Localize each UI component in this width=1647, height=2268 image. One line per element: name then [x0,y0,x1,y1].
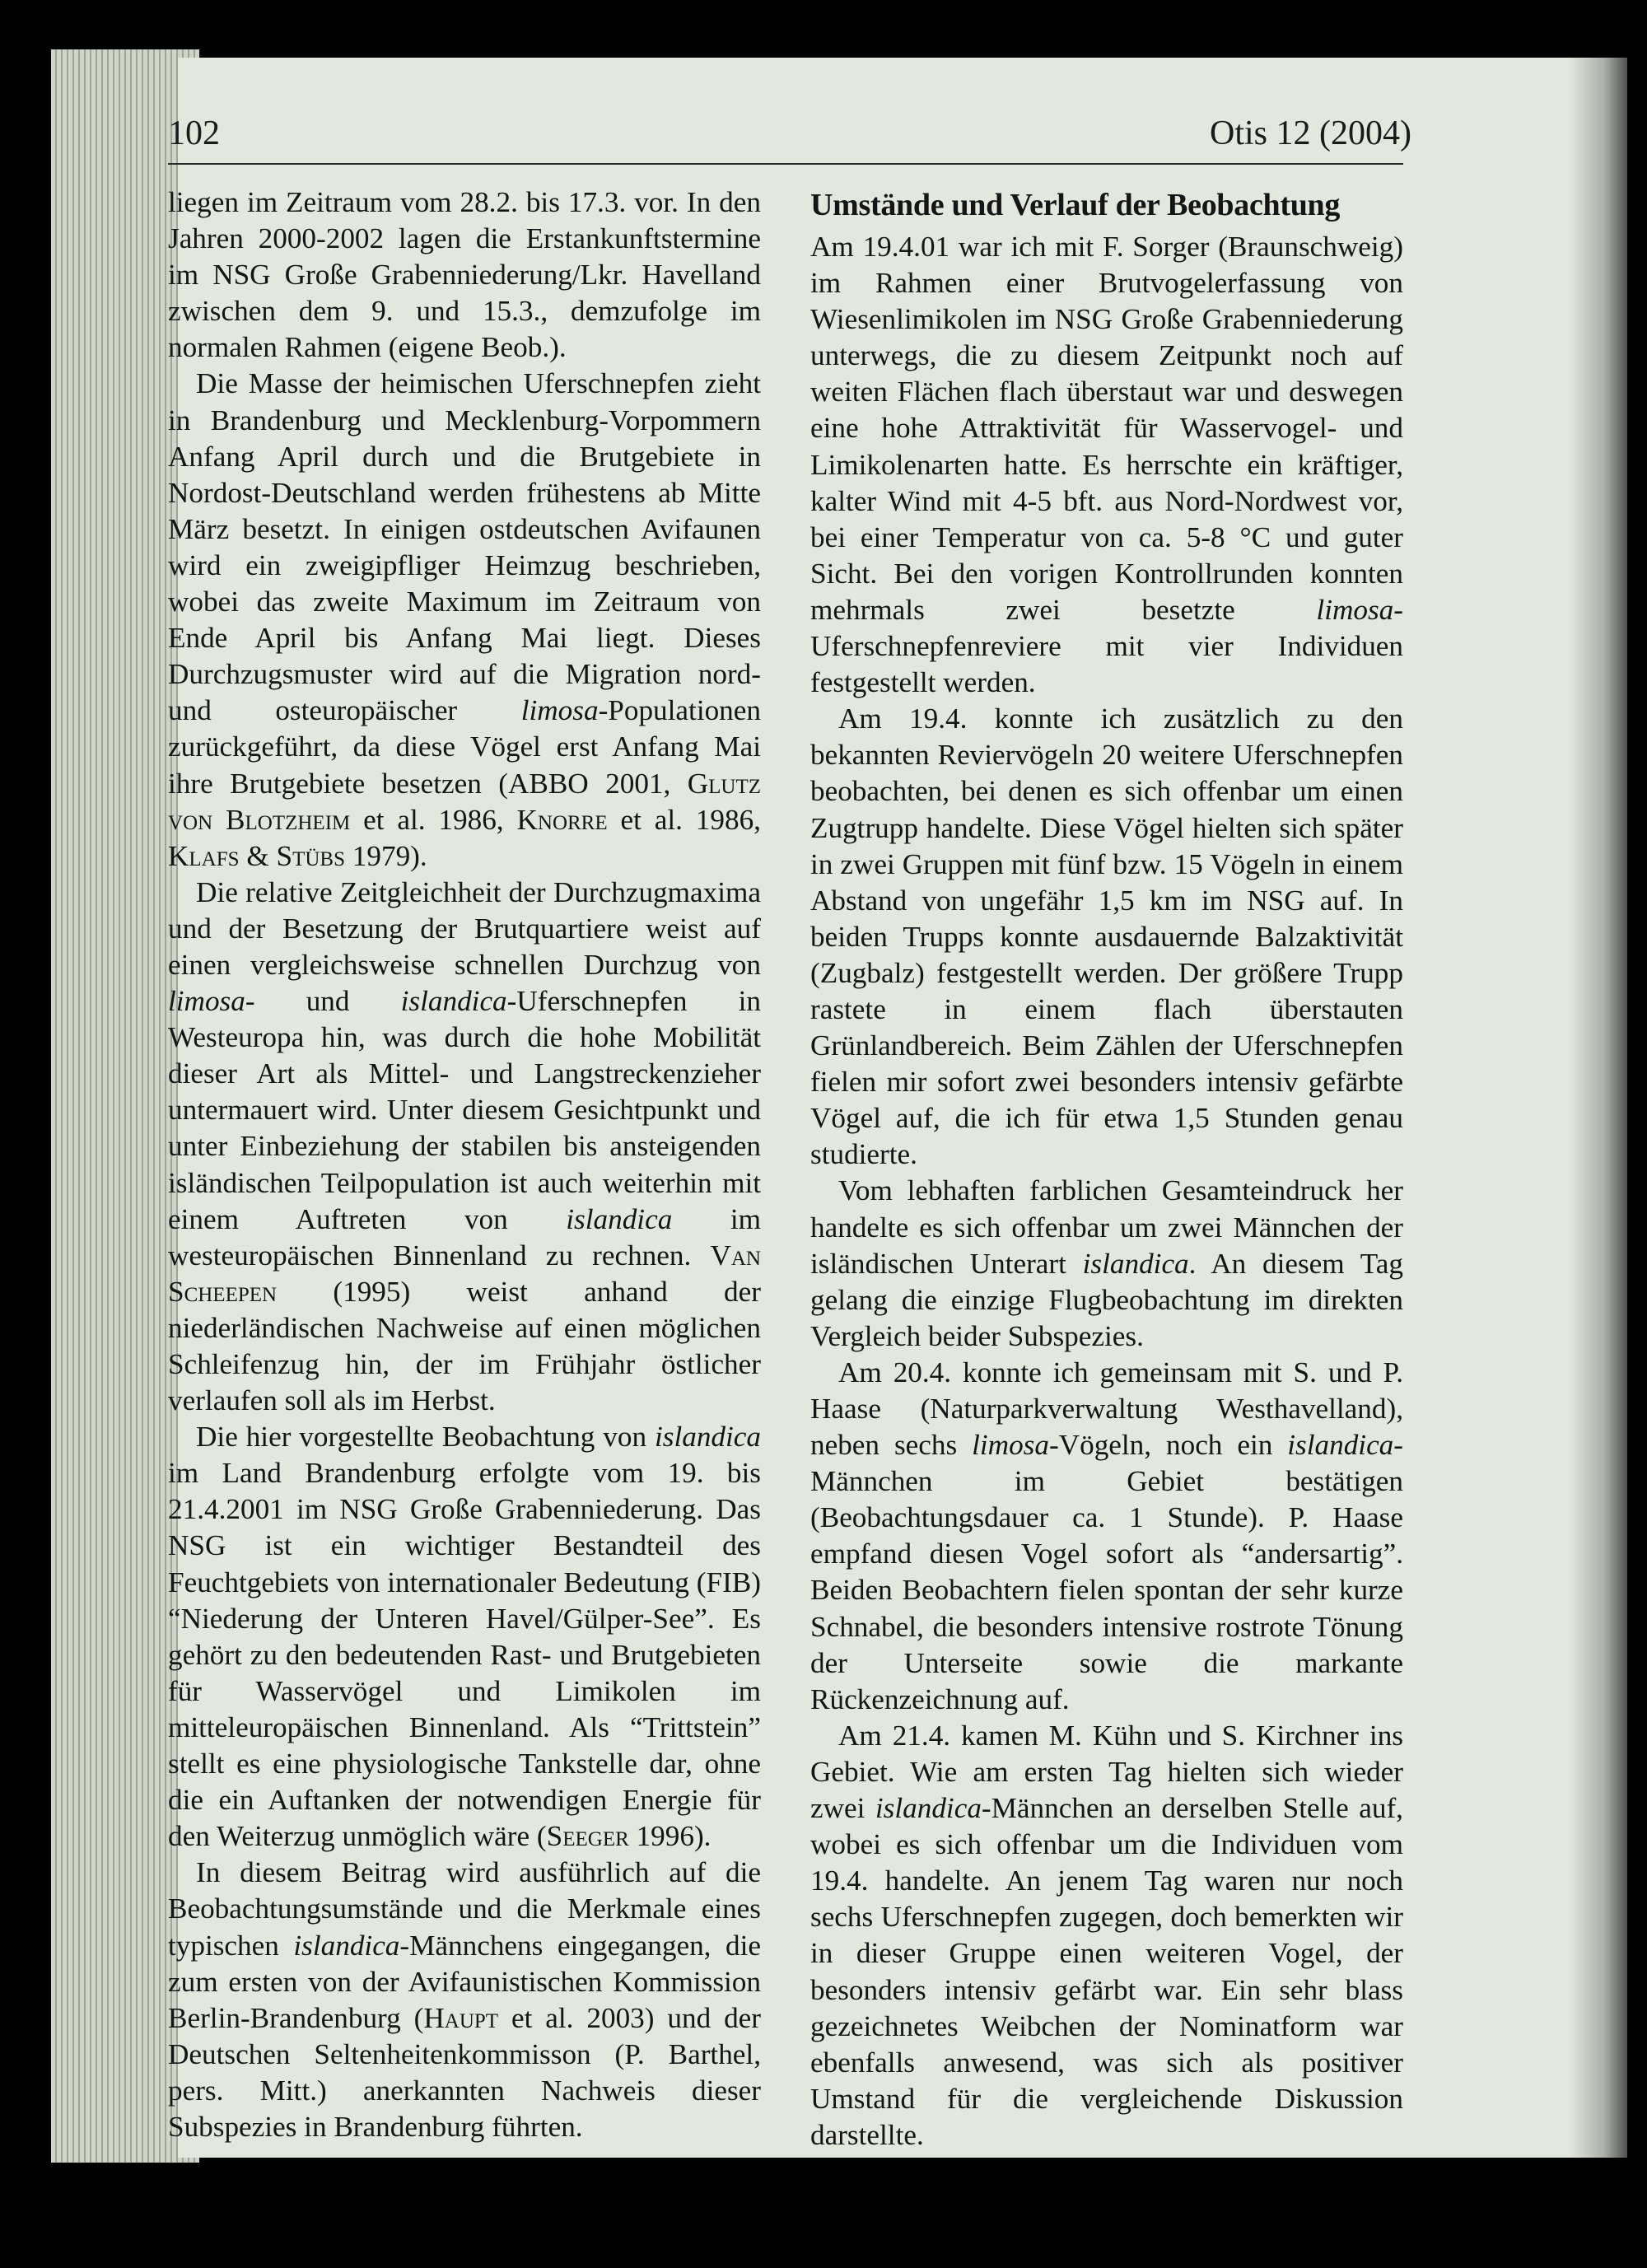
journal-citation: Otis 12 (2004) [1210,114,1411,152]
paragraph: Die relative Zeitgleichheit der Durchzugmaxima und der Besetzung der Brutquartiere weist auf einen vergleichsweise schnellen Durchzug von limosa- und islandica-Uferschnepfen in Westeuropa hin, was durch die hohe Mobilität dieser Art als Mittel- und Langstreckenzieher untermauert wird. Unter diesem Gesichtpunkt und unter Einbeziehung der stabilen bis ansteigenden isländischen Teilpopulation ist auch weiterhin mit einem Auftreten von islandica im westeuropäischen Binnenland zu rechnen. Van Scheepen (1995) weist anhand der niederländischen Nachweise auf einen möglichen Schleifenzug hin, der im Frühjahr östlicher verlaufen soll als im Herbst. [168,875,761,1417]
paragraph: Die hier vorgestellte Beobachtung von islandica im Land Brandenburg erfolgte vom 19. bis 21.4.2001 im NSG Große Grabenniederung. Das NSG ist ein wichtiger Bestandteil des Feuchtgebiets von internationaler Bedeutung (FIB) “Niederung der Unteren Havel/Gülper-See”. Es gehört zu den bedeutenden Rast- und Brutgebieten für Wasservögel und Limikolen im mitteleuropäischen Binnenland. Als “Trittstein” stellt es eine physiologische Tankstelle dar, ohne die ein Auftanken der notwendigen Energie für den Weiterzug unmöglich wäre (Seeger 1996). [168,1421,761,1853]
header-rule [168,163,1403,165]
paragraph: Die Masse der heimischen Uferschnepfen zieht in Brandenburg und Mecklenburg-Vorpommern Anfang April durch und die Brutgebiete in Nordost-Deutschland werden frühestens ab Mitte März besetzt. In einigen ostdeutschen Avifaunen wird ein zweigipfliger Heimzug beschrieben, wobei das zweite Maximum im Zeitraum von Ende April bis Anfang Mai liegt. Dieses Durchzugsmuster wird auf die Migration nord- und osteuropäischer limosa-Populationen zurückgeführt, da diese Vögel erst Anfang Mai ihre Brutgebiete besetzen (ABBO 2001, Glutz von Blotzheim et al. 1986, Knorre et al. 1986, Klafs & Stübs 1979). [168,367,761,872]
paragraph: liegen im Zeitraum vom 28.2. bis 17.3. vor. In den Jahren 2000-2002 lagen die Erstankunftstermine im NSG Große Grabenniederung/Lkr. Havelland zwischen dem 9. und 15.3., demzufolge im normalen Rahmen (eigene Beob.). [168,186,761,364]
paragraph: Vom lebhaften farblichen Gesamteindruck her handelte es sich offenbar um zwei Männchen der isländischen Unterart islandica. An diesem Tag gelang die einzige Flugbeobachtung im direkten Vergleich beider Subspezies. [810,1174,1403,1352]
page-number: 102 [168,114,220,152]
right-column [810,184,1403,2154]
paragraph: Am 19.4. konnte ich zusätzlich zu den bekannten Reviervögeln 20 weitere Uferschnepfen beobachten, bei denen es sich offenbar um einen Zugtrupp handelte. Diese Vögel hielten sich später in zwei Gruppen mit fünf bzw. 15 Vögeln in einem Abstand von ungefähr 1,5 km im NSG auf. In beiden Trupps konnte ausdauernde Balzaktivität (Zugbalz) festgestellt werden. Der größere Trupp rastete in einem flach überstauten Grünlandbereich. Beim Zählen der Uferschnepfen fielen mir sofort zwei besonders intensiv gefärbte Vögel auf, die ich für etwa 1,5 Stunden genau studierte. [810,702,1403,1171]
paragraph: In diesem Beitrag wird ausführlich auf die Beobachtungsumstände und die Merkmale eines typischen islandica-Männchens eingegangen, die zum ersten von der Avifaunistischen Kommission Berlin-Brandenburg (Haupt et al. 2003) und der Deutschen Seltenheitenkommisson (P. Barthel, pers. Mitt.) anerkannten Nachweis dieser Subspezies in Brandenburg führten. [168,1856,761,2143]
paragraph: Am 19.4.01 war ich mit F. Sorger (Braunschweig) im Rahmen einer Brutvogelerfassung von Wiesenlimikolen im NSG Große Grabenniederung unterwegs, die zu diesem Zeitpunkt noch auf weiten Flächen flach überstaut war und deswegen eine hohe Attraktivität für Wasservogel- und Limikolenarten hatte. Es herrschte ein kräftiger, kalter Wind mit 4-5 bft. aus Nord-Nordwest vor, bei einer Temperatur von ca. 5-8 °C und guter Sicht. Bei den vorigen Kontrollrunden konnten mehrmals zwei besetzte limosa-Uferschnepfenreviere mit vier Individuen festgestellt werden. [810,231,1403,699]
left-column [168,184,761,2145]
paragraph: Am 20.4. konnte ich gemeinsam mit S. und P. Haase (Naturparkverwaltung Westhavelland), neben sechs limosa-Vögeln, noch ein islandica-Männchen im Gebiet bestätigen (Beobachtungsdauer ca. 1 Stunde). P. Haase empfand diesen Vogel sofort als “andersartig”. Beiden Beobachtern fielen spontan der sehr kurze Schnabel, die besonders intensive rostrote Tönung der Unterseite sowie die markante Rückenzeichnung auf. [810,1356,1403,1715]
running-header [168,58,1411,152]
paragraph: Am 21.4. kamen M. Kühn und S. Kirchner ins Gebiet. Wie am ersten Tag hielten sich wieder zwei islandica-Männchen an derselben Stelle auf, wobei es sich offenbar um die Individuen vom 19.4. handelte. An jenem Tag waren nur noch sechs Uferschnepfen zugegen, doch bemerkten wir in dieser Gruppe einen weiteren Vogel, der besonders intensiv gefärbt war. Ein sehr blass gezeichnetes Weibchen der Nominatform war ebenfalls anwesend, was sich als positiver Umstand für die vergleichende Diskussion darstellte. [810,1719,1403,2151]
section-heading: Umstände und Verlauf der Beobachtung [810,188,1341,222]
gutter-shadow [1570,58,1627,2158]
